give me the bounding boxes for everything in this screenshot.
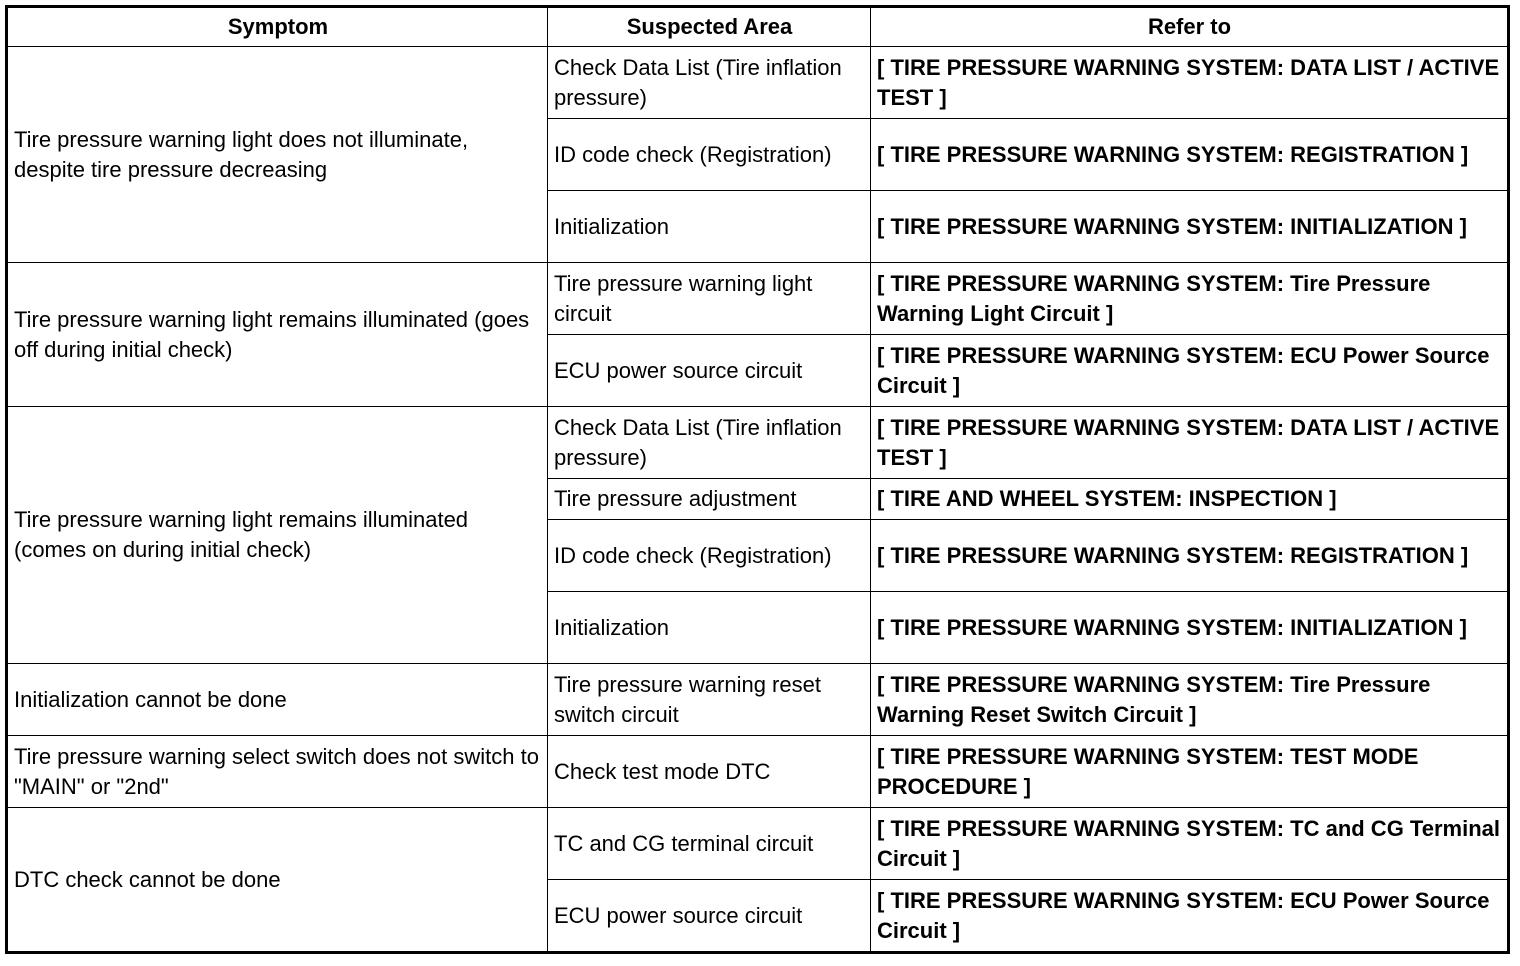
table-row — [7, 47, 1509, 119]
header-row — [7, 7, 1509, 47]
refer-to-link[interactable]: [ TIRE PRESSURE WARNING SYSTEM: TC and CG Terminal Circuit ] — [871, 808, 1509, 880]
refer-to-link[interactable]: [ TIRE PRESSURE WARNING SYSTEM: REGISTRATION ] — [871, 119, 1509, 191]
suspected-area-cell: Initialization — [548, 191, 871, 263]
refer-to-link[interactable]: [ TIRE PRESSURE WARNING SYSTEM: TEST MODE PROCEDURE ] — [871, 736, 1509, 808]
suspected-area-cell: ID code check (Registration) — [548, 119, 871, 191]
suspected-area-cell: Check test mode DTC — [548, 736, 871, 808]
suspected-area-cell: Tire pressure warning light circuit — [548, 263, 871, 335]
refer-to-link[interactable]: [ TIRE PRESSURE WARNING SYSTEM: DATA LIST / ACTIVE TEST ] — [871, 47, 1509, 119]
table-row — [7, 808, 1509, 880]
symptom-cell: DTC check cannot be done — [7, 808, 548, 953]
suspected-area-cell: ECU power source circuit — [548, 335, 871, 407]
refer-to-link[interactable]: [ TIRE PRESSURE WARNING SYSTEM: REGISTRATION ] — [871, 520, 1509, 592]
refer-to-link[interactable]: [ TIRE PRESSURE WARNING SYSTEM: ECU Power Source Circuit ] — [871, 880, 1509, 953]
table-row — [7, 263, 1509, 335]
table-row — [7, 736, 1509, 808]
suspected-area-cell: ID code check (Registration) — [548, 520, 871, 592]
suspected-area-cell: TC and CG terminal circuit — [548, 808, 871, 880]
symptom-cell: Tire pressure warning light remains illuminated (goes off during initial check) — [7, 263, 548, 407]
suspected-area-cell: ECU power source circuit — [548, 880, 871, 953]
symptom-cell: Tire pressure warning light remains illuminated (comes on during initial check) — [7, 407, 548, 664]
refer-to-link[interactable]: [ TIRE PRESSURE WARNING SYSTEM: Tire Pressure Warning Reset Switch Circuit ] — [871, 664, 1509, 736]
suspected-area-cell: Check Data List (Tire inflation pressure) — [548, 47, 871, 119]
header-symptom: Symptom — [7, 7, 548, 47]
symptom-cell: Initialization cannot be done — [7, 664, 548, 736]
suspected-area-cell: Check Data List (Tire inflation pressure) — [548, 407, 871, 479]
symptom-cell: Tire pressure warning select switch does not switch to "MAIN" or "2nd" — [7, 736, 548, 808]
suspected-area-cell: Initialization — [548, 592, 871, 664]
refer-to-link[interactable]: [ TIRE PRESSURE WARNING SYSTEM: ECU Power Source Circuit ] — [871, 335, 1509, 407]
table-row — [7, 664, 1509, 736]
table-row — [7, 407, 1509, 479]
refer-to-link[interactable]: [ TIRE PRESSURE WARNING SYSTEM: INITIALIZATION ] — [871, 191, 1509, 263]
symptom-table — [5, 5, 1510, 954]
suspected-area-cell: Tire pressure adjustment — [548, 479, 871, 520]
suspected-area-cell: Tire pressure warning reset switch circuit — [548, 664, 871, 736]
symptom-cell: Tire pressure warning light does not illuminate, despite tire pressure decreasing — [7, 47, 548, 263]
refer-to-link[interactable]: [ TIRE PRESSURE WARNING SYSTEM: Tire Pressure Warning Light Circuit ] — [871, 263, 1509, 335]
header-refer-to: Refer to — [871, 7, 1509, 47]
header-suspected-area: Suspected Area — [548, 7, 871, 47]
refer-to-link[interactable]: [ TIRE PRESSURE WARNING SYSTEM: INITIALIZATION ] — [871, 592, 1509, 664]
refer-to-link[interactable]: [ TIRE PRESSURE WARNING SYSTEM: DATA LIST / ACTIVE TEST ] — [871, 407, 1509, 479]
refer-to-link[interactable]: [ TIRE AND WHEEL SYSTEM: INSPECTION ] — [871, 479, 1509, 520]
